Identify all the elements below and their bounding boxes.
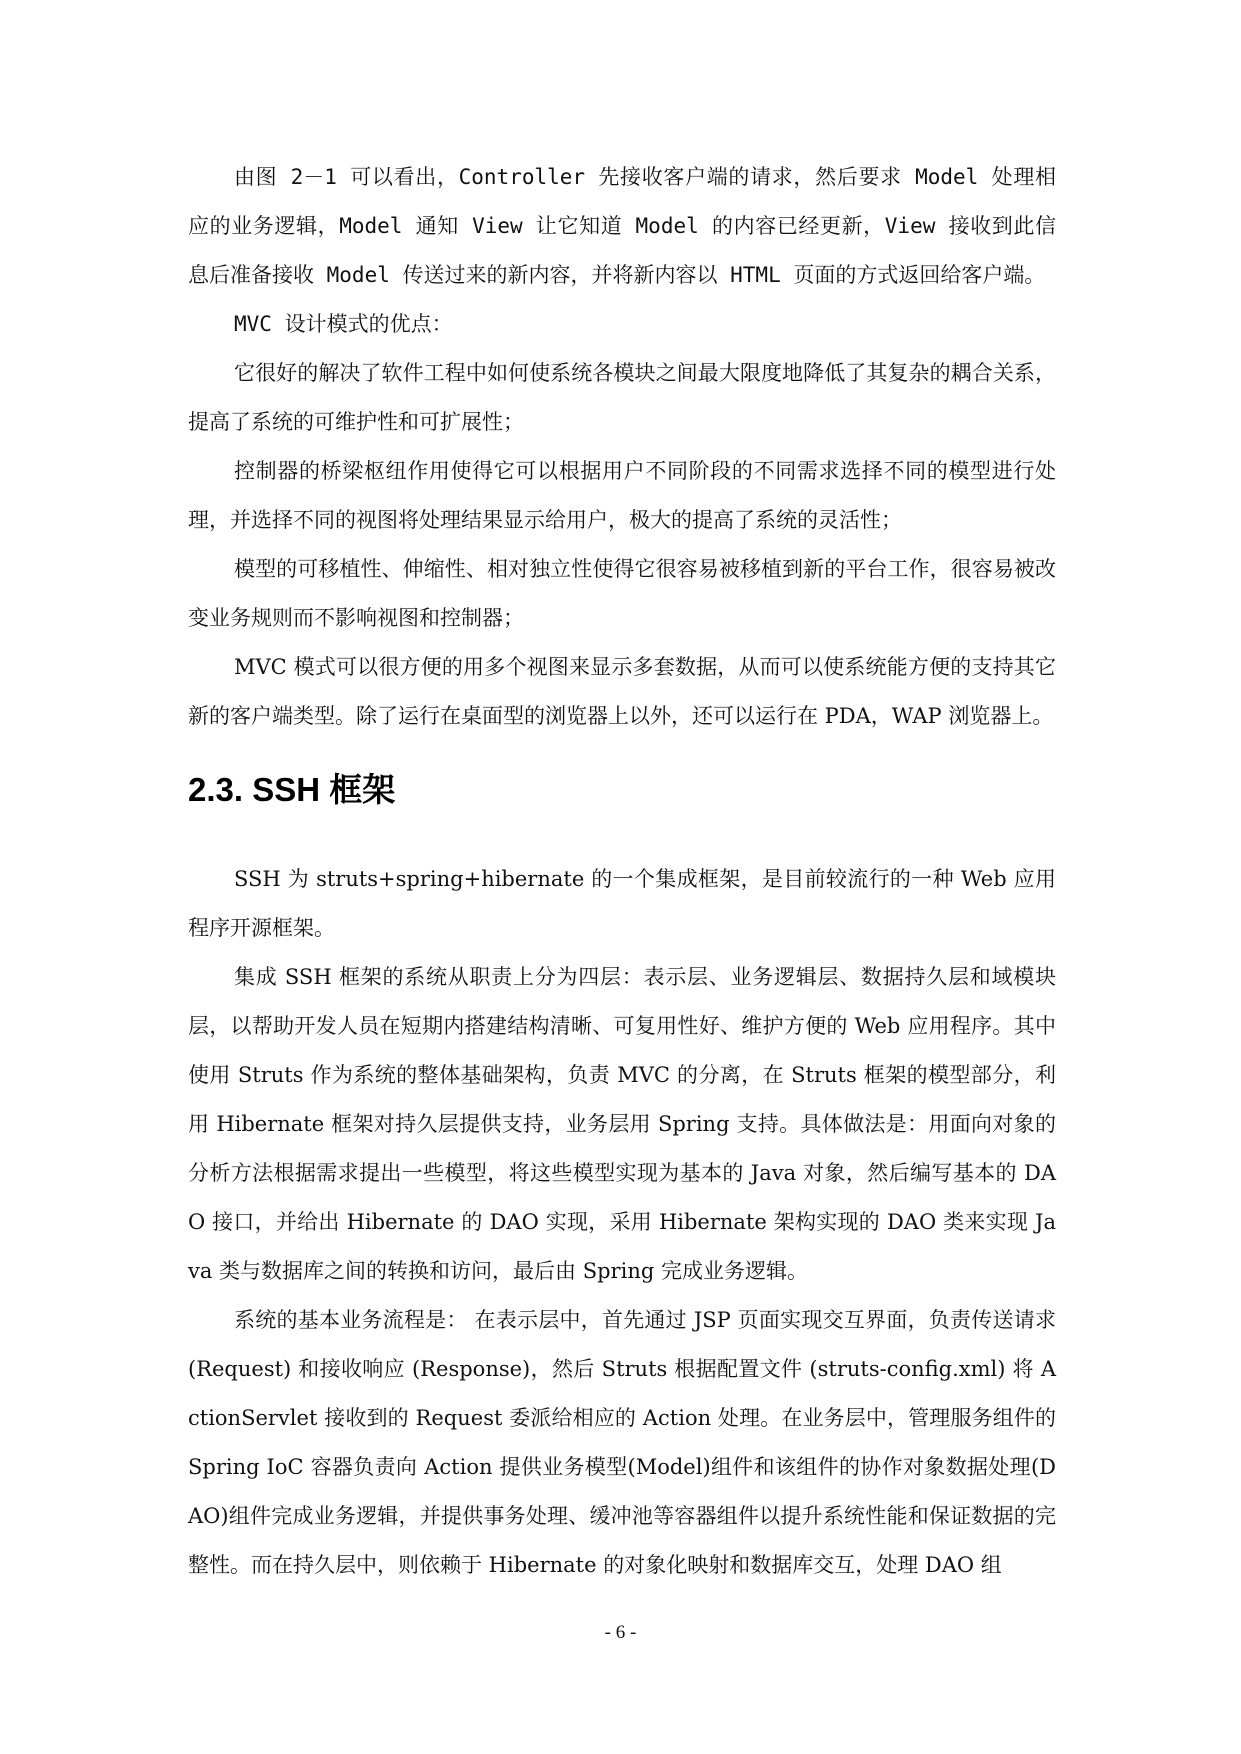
paragraph-advantage-controller: 控制器的桥梁枢纽作用使得它可以根据用户不同阶段的不同需求选择不同的模型进行处理，并选择不同的视图将处理结果显示给用户，极大的提高了系统的灵活性； <box>188 459 1056 532</box>
page-number: - 6 - <box>604 1622 637 1643</box>
paragraph-advantage-portability: 模型的可移植性、伸缩性、相对独立性使得它很容易被移植到新的平台工作，很容易被改变业务规则而不影响视图和控制器； <box>188 557 1056 630</box>
section-heading-ssh: 2.3. SSH 框架 <box>188 771 396 808</box>
paragraph-advantage-decoupling: 它很好的解决了软件工程中如何使系统各模块之间最大限度地降低了其复杂的耦合关系，提高了系统的可维护性和可扩展性； <box>188 361 1056 434</box>
paragraph-ssh-intro: SSH 为 struts+spring+hibernate 的一个集成框架，是目前较流行的一种 Web 应用程序开源框架。 <box>188 867 1056 940</box>
paragraph-advantage-multiview: MVC 模式可以很方便的用多个视图来显示多套数据，从而可以使系统能方便的支持其它新的客户端类型。除了运行在桌面型的浏览器上以外，还可以运行在 PDA，WAP 浏览器上。 <box>188 655 1056 728</box>
paragraph-ssh-workflow: 系统的基本业务流程是： 在表示层中，首先通过 JSP 页面实现交互界面，负责传送请求 (Request) 和接收响应 (Response)，然后 Struts 根据配置文件 (struts-config.xml) 将 ActionServlet 接收到的 Request 委派给相应的 Action 处理。在业务层中，管理服务组件的 Spring IoC 容器负责向 Action 提供业务模型(Model)组件和该组件的协作对象数据处理(DAO)组件完成业务逻辑，并提供事务处理、缓冲池等容器组件以提升系统性能和保证数据的完整性。而在持久层中，则依赖于 Hibernate 的对象化映射和数据库交互，处理 DAO 组 <box>188 1308 1056 1577</box>
paragraph-mvc-advantages-title: MVC 设计模式的优点： <box>234 312 453 336</box>
paragraph-ssh-layers: 集成 SSH 框架的系统从职责上分为四层：表示层、业务逻辑层、数据持久层和域模块层，以帮助开发人员在短期内搭建结构清晰、可复用性好、维护方便的 Web 应用程序。其中使用 Struts 作为系统的整体基础架构，负责 MVC 的分离，在 Struts 框架的模型部分，利用 Hibernate 框架对持久层提供支持，业务层用 Spring 支持。具体做法是：用面向对象的分析方法根据需求提出一些模型，将这些模型实现为基本的 Java 对象，然后编写基本的 DAO 接口，并给出 Hibernate 的 DAO 实现，采用 Hibernate 架构实现的 DAO 类来实现 Java 类与数据库之间的转换和访问，最后由 Spring 完成业务逻辑。 <box>188 965 1056 1283</box>
paragraph-mvc-flow: 由图 2－1 可以看出，Controller 先接收客户端的请求，然后要求 Model 处理相应的业务逻辑，Model 通知 View 让它知道 Model 的内容已经更新，View 接收到此信息后准备接收 Model 传送过来的新内容，并将新内容以 HTML 页面的方式返回给客户端。 <box>188 165 1056 287</box>
